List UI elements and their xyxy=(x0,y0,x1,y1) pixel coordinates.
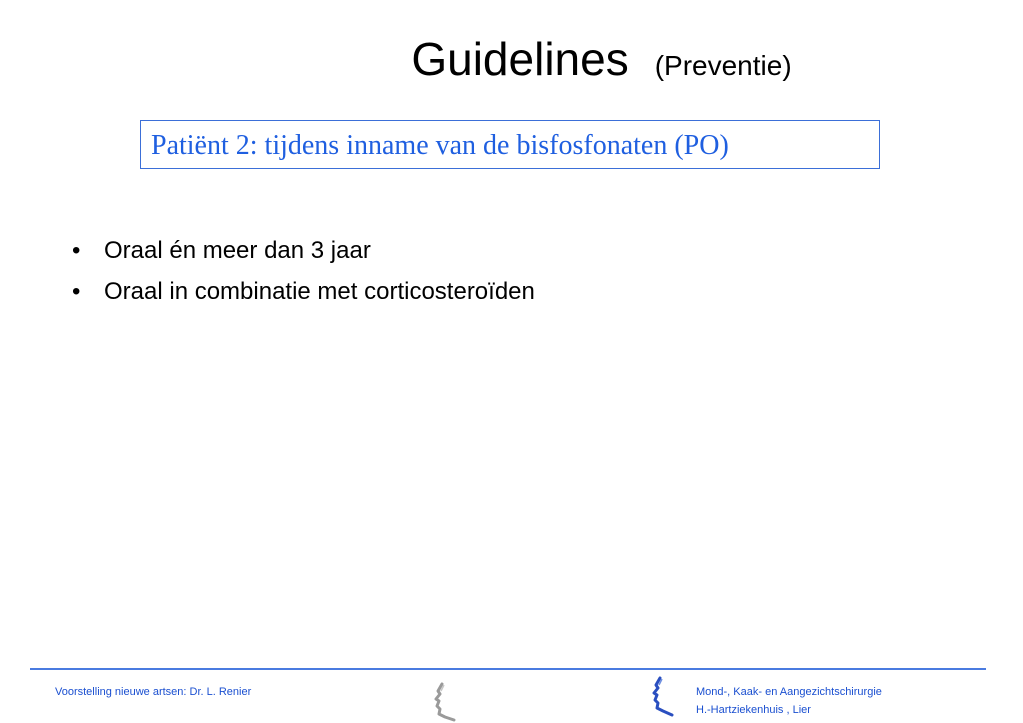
face-profile-logo-blue-icon xyxy=(648,676,674,723)
footer-presenter: Voorstelling nieuwe artsen: Dr. L. Renier xyxy=(55,686,252,698)
footer-divider xyxy=(30,668,986,670)
face-profile-logo-grey-icon xyxy=(430,682,456,723)
bullet-text: Oraal én meer dan 3 jaar xyxy=(104,237,371,264)
bullet-marker: • xyxy=(72,278,81,305)
footer-department-line2: H.-Hartziekenhuis , Lier xyxy=(696,704,811,716)
bullet-list xyxy=(72,230,535,312)
footer-department-line1: Mond-, Kaak- en Aangezichtschirurgie xyxy=(696,686,882,698)
bullet-marker: • xyxy=(72,237,81,264)
title-sub: (Preventie) xyxy=(654,50,792,81)
slide-title xyxy=(0,32,1023,86)
bullet-item xyxy=(72,230,535,271)
subtitle-box: Patiënt 2: tijdens inname van de bisfosfonaten (PO) xyxy=(140,120,880,169)
title-main: Guidelines xyxy=(411,33,629,85)
footer-department xyxy=(696,683,882,719)
bullet-text: Oraal in combinatie met corticosteroïden xyxy=(104,278,535,305)
bullet-item xyxy=(72,271,535,312)
